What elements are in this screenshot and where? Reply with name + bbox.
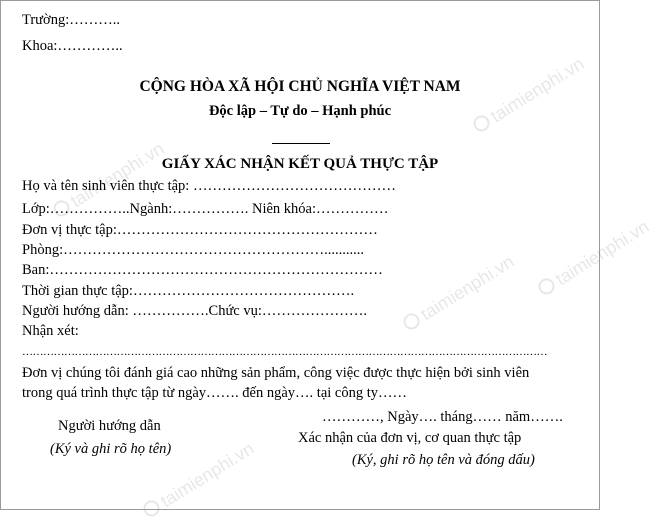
watermark: taimienphi.vn	[400, 251, 518, 336]
unit-confirmation-title: Xác nhận của đơn vị, cơ quan thực tập	[298, 430, 522, 446]
nation-heading: CỘNG HÒA XÃ HỘI CHỦ NGHĨA VIỆT NAM	[139, 78, 461, 95]
field-student-name: Họ và tên sinh viên thực tập: ……………………………………	[22, 178, 396, 194]
heading-divider	[272, 143, 330, 144]
field-internship-unit: Đơn vị thực tập:………………………………………………	[22, 222, 378, 238]
date-line: …………, Ngày…. tháng…… năm…….	[322, 409, 563, 425]
supervisor-signature-title: Người hướng dẫn	[58, 418, 161, 434]
field-class-major-year: Lớp:……………..Ngành:……………. Niên khóa:……………	[22, 201, 389, 217]
field-supervisor: Người hướng dẫn: …………….Chức vụ:………………….	[22, 303, 368, 319]
watermark: taimienphi.vn	[470, 53, 588, 138]
watermark: taimienphi.vn	[50, 138, 168, 223]
watermark: taimienphi.vn	[140, 438, 258, 523]
unit-confirmation-note: (Ký, ghi rõ họ tên và đóng dấu)	[352, 452, 535, 468]
motto: Độc lập – Tự do – Hạnh phúc	[208, 103, 392, 119]
field-department: Phòng:………………………………………………...........	[22, 242, 364, 258]
watermark: taimienphi.vn	[535, 216, 653, 301]
document-title: GIẤY XÁC NHẬN KẾT QUẢ THỰC TẬP	[161, 156, 439, 172]
field-division: Ban:……………………………………………………………	[22, 262, 383, 278]
body-text-line-2: trong quá trình thực tập từ ngày……. đến ngày…. tại công ty……	[22, 385, 407, 401]
school-line: Trường:………..	[22, 12, 120, 28]
field-remarks-dots: ……………………………………………………………………………………………………………………………………	[22, 346, 547, 358]
field-remarks-label: Nhận xét:	[22, 323, 79, 339]
field-internship-period: Thời gian thực tập:……………………………………….	[22, 283, 355, 299]
body-text-line-1: Đơn vị chúng tôi đánh giá cao những sản phẩm, công việc được thực hiện bởi sinh viên	[22, 365, 530, 381]
faculty-line: Khoa:…………..	[22, 38, 123, 54]
supervisor-signature-note: (Ký và ghi rõ họ tên)	[50, 441, 172, 457]
